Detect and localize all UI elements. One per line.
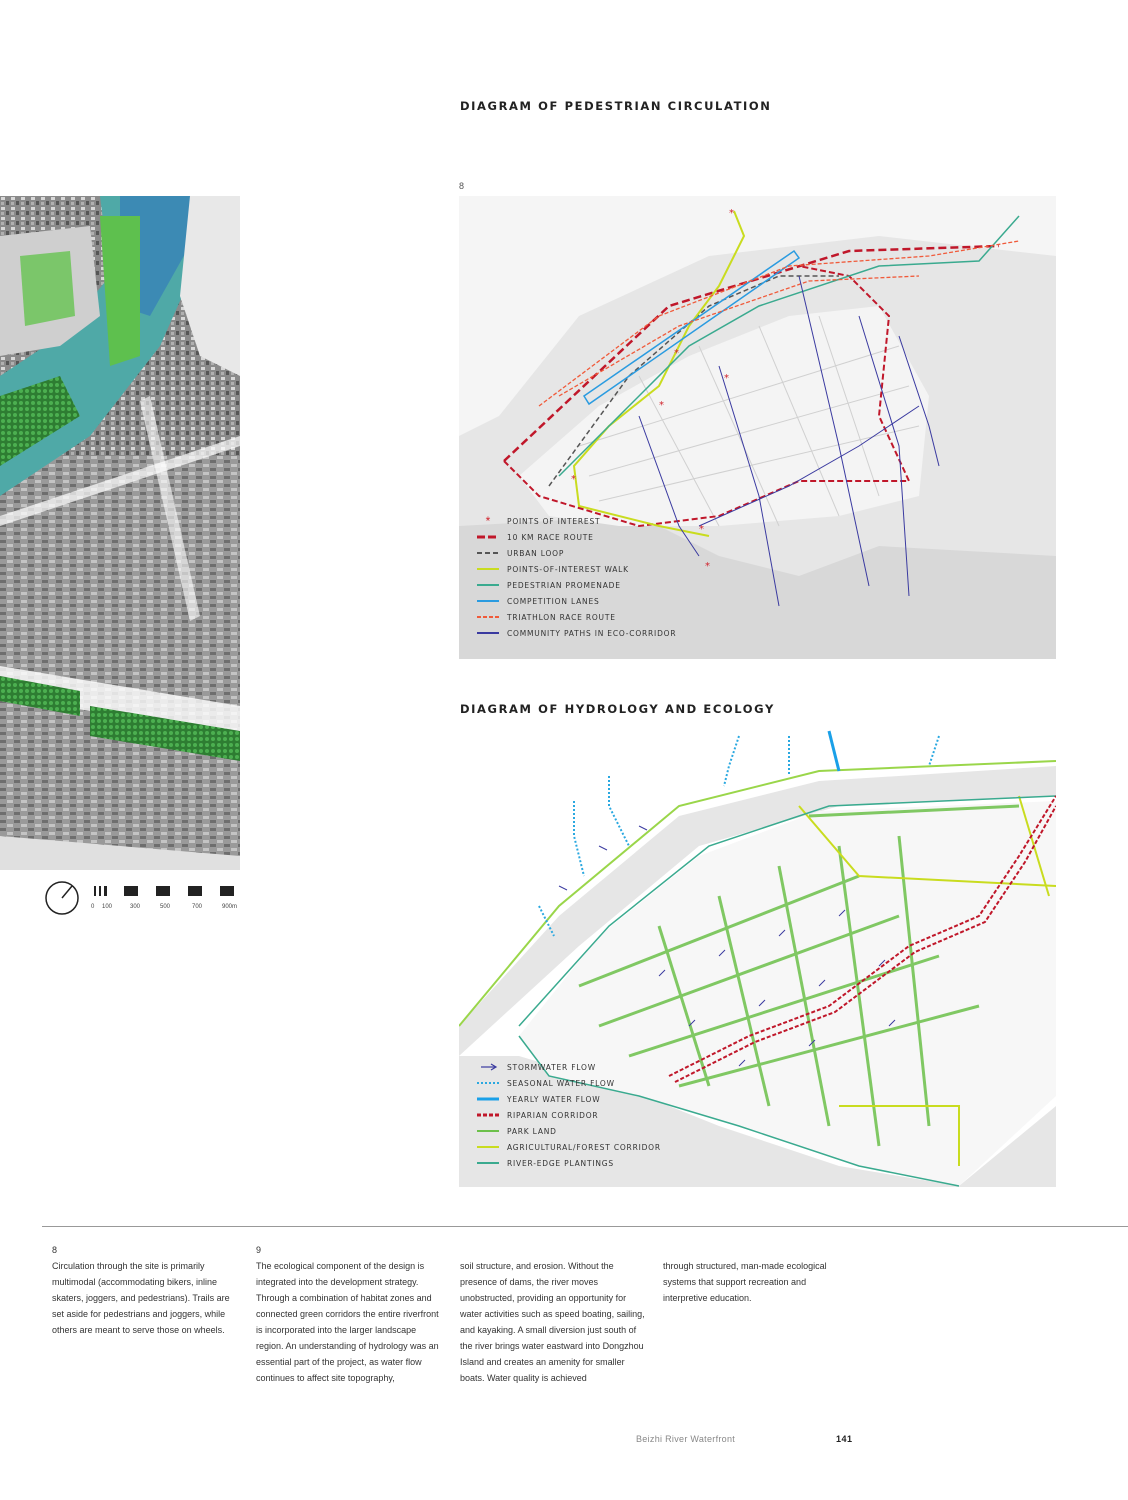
- caption-9-col3: [663, 1258, 835, 1306]
- footer-title: Beizhi River Waterfront: [636, 1434, 736, 1444]
- legend-label: RIVER-EDGE PLANTINGS: [507, 1158, 614, 1168]
- legend-label: POINTS-OF-INTEREST WALK: [507, 564, 629, 574]
- legend-item-10km-race: [477, 529, 676, 545]
- legend-label: STORMWATER FLOW: [507, 1062, 596, 1072]
- caption-9-text-3: through structured, man-made ecological systems that support recreation and interpretive education.: [663, 1261, 827, 1303]
- aerial-photo: [0, 196, 240, 870]
- caption-9-col1: [256, 1242, 442, 1386]
- north-arrow-icon: [44, 880, 274, 920]
- hydrology-heading: DIAGRAM OF HYDROLOGY AND ECOLOGY: [460, 702, 775, 716]
- poi-star-icon: *: [729, 208, 734, 219]
- legend-label: AGRICULTURAL/FOREST CORRIDOR: [507, 1142, 661, 1152]
- scale-label-700: 700: [192, 904, 203, 910]
- legend-item-triathlon: [477, 609, 676, 625]
- legend-label: POINTS OF INTEREST: [507, 516, 601, 526]
- legend-item-park-land: [477, 1123, 661, 1139]
- poi-star-icon: *: [724, 373, 729, 384]
- hydrology-map: [459, 726, 1056, 1187]
- caption-8: [52, 1242, 232, 1338]
- legend-label: YEARLY WATER FLOW: [507, 1094, 601, 1104]
- scale-bar: [44, 880, 274, 920]
- legend-item-competition-lanes: [477, 593, 676, 609]
- caption-8-number: 8: [52, 1245, 58, 1255]
- caption-9-col2: [460, 1258, 648, 1386]
- legend-item-yearly-flow: [477, 1091, 661, 1107]
- caption-9-text-1: The ecological component of the design is integrated into the development strategy. Through a combination of habitat zones and connected green corridors the entire riverfront is incorporated into the larger landscape region. An understanding of hydrology was an essential part of the project, as water flow continues to affect site topography,: [256, 1261, 439, 1383]
- legend-item-agri-forest: [477, 1139, 661, 1155]
- legend-item-urban-loop: [477, 545, 676, 561]
- poi-star-icon: *: [659, 400, 664, 411]
- circulation-map: [459, 196, 1056, 659]
- legend-item-riparian: [477, 1107, 661, 1123]
- poi-star-icon: *: [705, 561, 710, 572]
- legend-label: URBAN LOOP: [507, 548, 565, 558]
- legend-item-poi-walk: [477, 561, 676, 577]
- legend-label: RIPARIAN CORRIDOR: [507, 1110, 599, 1120]
- circulation-legend: [477, 513, 676, 641]
- legend-item-promenade: [477, 577, 676, 593]
- legend-label: 10 KM RACE ROUTE: [507, 532, 594, 542]
- legend-label: SEASONAL WATER FLOW: [507, 1078, 615, 1088]
- caption-9-number: 9: [256, 1245, 262, 1255]
- legend-label: COMMUNITY PATHS IN ECO-CORRIDOR: [507, 628, 677, 638]
- scale-label-300: 300: [130, 904, 141, 910]
- poi-star-icon: *: [571, 474, 576, 485]
- page-number: 141: [836, 1434, 853, 1444]
- circulation-heading: DIAGRAM OF PEDESTRIAN CIRCULATION: [460, 99, 772, 113]
- star-icon: *: [485, 514, 491, 528]
- legend-item-river-edge: [477, 1155, 661, 1171]
- hydrology-legend: [477, 1059, 661, 1171]
- scale-label-500: 500: [160, 904, 171, 910]
- legend-item-stormwater: [477, 1059, 661, 1075]
- legend-label: COMPETITION LANES: [507, 596, 600, 606]
- poi-star-icon: *: [674, 348, 679, 359]
- legend-label: PARK LAND: [507, 1126, 557, 1136]
- scale-label-900m: 900m: [222, 904, 238, 910]
- caption-divider: [42, 1226, 1128, 1227]
- scale-label-100: 100: [102, 904, 113, 910]
- scale-label-0: 0: [91, 904, 95, 910]
- figure-8-number: 8: [459, 181, 465, 191]
- caption-8-text: Circulation through the site is primarily multimodal (accommodating bikers, inline skaters, joggers, and pedestrians). Trails are set aside for pedestrians and joggers, while others are meant to serve those on wheels.: [52, 1261, 230, 1335]
- poi-star-icon: *: [699, 524, 704, 535]
- legend-label: TRIATHLON RACE ROUTE: [507, 612, 616, 622]
- legend-item-seasonal-flow: [477, 1075, 661, 1091]
- arrow-right-icon: [477, 1063, 499, 1071]
- caption-9-text-2: soil structure, and erosion. Without the presence of dams, the river moves unobstructed, providing an opportunity for water activities such as speed boating, sailing, and kayaking. A small diversion just south of the river brings water eastward into Dongzhou Island and creates an amenity for smaller boats. Water quality is achieved: [460, 1261, 645, 1383]
- legend-item-community-paths: [477, 625, 676, 641]
- legend-item-points-of-interest: [477, 513, 676, 529]
- legend-label: PEDESTRIAN PROMENADE: [507, 580, 621, 590]
